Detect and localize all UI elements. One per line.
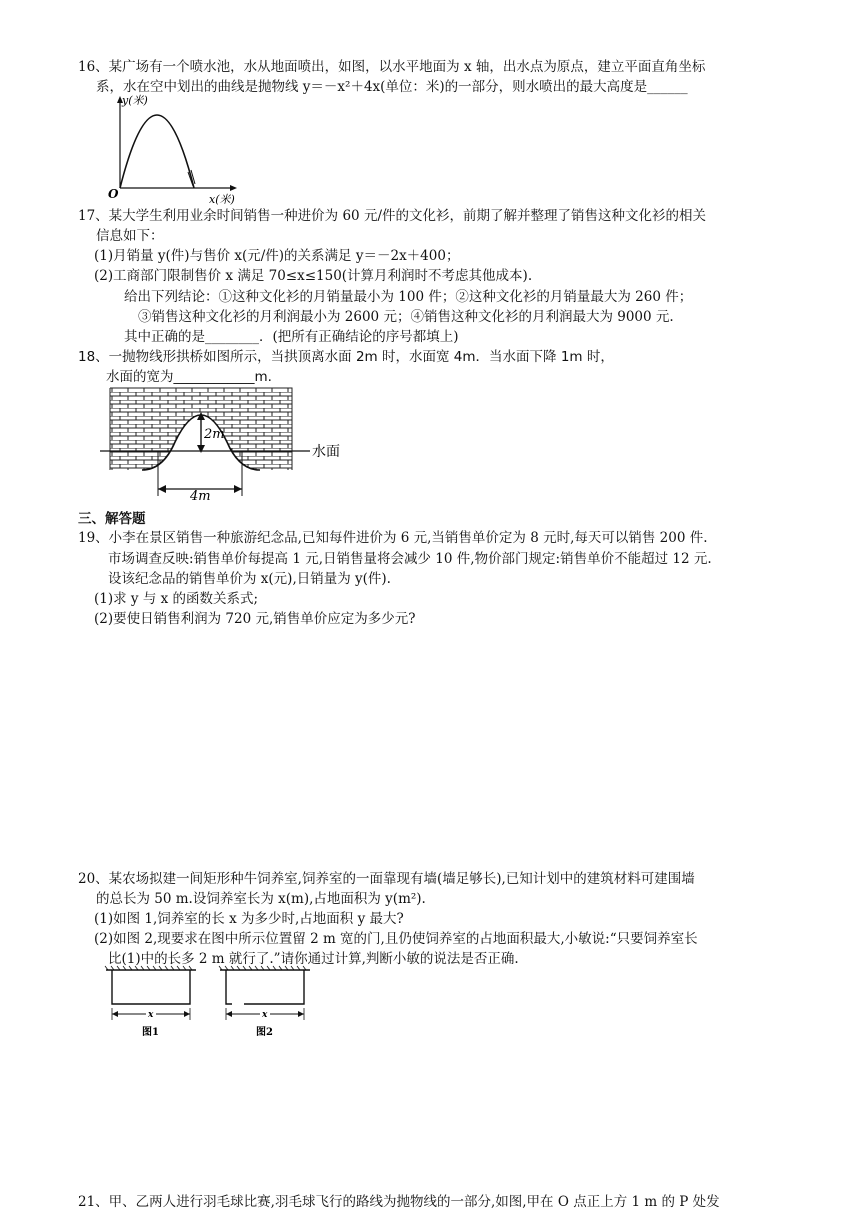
q17-line4: (2)工商部门限制售价 x 满足 70≤x≤150(计算月利润时不考虑其他成本). bbox=[94, 268, 533, 284]
q20-line3: (1)如图 1,饲养室的长 x 为多少时,占地面积 y 最大? bbox=[94, 911, 404, 927]
q20-figure-1 bbox=[104, 964, 204, 1040]
q17-line5: 给出下列结论：①这种文化衫的月销量最小为 100 件；②这种文化衫的月销量最大为 260 件； bbox=[124, 289, 693, 305]
q17-line3: (1)月销量 y(件)与售价 x(元/件)的关系满足 y＝－2x＋400； bbox=[94, 248, 460, 264]
q19-line3: 设该纪念品的销售单价为 x(元),日销量为 y(件). bbox=[108, 571, 391, 587]
q18-water-label: 水面 bbox=[312, 444, 340, 460]
q17-line6: ③销售这种文化衫的月利润最小为 2600 元；④销售这种文化衫的月利润最大为 9000 元. bbox=[138, 309, 674, 325]
q17-line1: 17、某大学生利用业余时间销售一种进价为 60 元/件的文化衫，前期了解并整理了销售这种文化衫的相关 bbox=[78, 208, 706, 224]
q16-x-axis-label: x(米) bbox=[209, 193, 235, 206]
q17-line7: 其中正确的是________．(把所有正确结论的序号都填上) bbox=[124, 329, 459, 345]
q16-y-axis-label: y(米) bbox=[122, 94, 148, 107]
q21-line1: 21、甲、乙两人进行羽毛球比赛,羽毛球飞行的路线为抛物线的一部分,如图,甲在 O 点正上方 1 m 的 P 处发 bbox=[78, 1194, 720, 1210]
q16-line2: 系，水在空中划出的曲线是抛物线 y＝－x²＋4x(单位：米)的一部分，则水喷出的最大高度是______ bbox=[96, 79, 688, 95]
q17-line2: 信息如下： bbox=[96, 228, 164, 244]
q20-figure-2 bbox=[218, 964, 318, 1040]
q19-line5: (2)要使日销售利润为 720 元,销售单价应定为多少元? bbox=[94, 611, 416, 627]
q20-line1: 20、某农场拟建一间矩形种牛饲养室,饲养室的一面靠现有墙(墙足够长),已知计划中的建筑材料可建围墙 bbox=[78, 871, 695, 887]
q18-width-label: 4m bbox=[190, 489, 211, 504]
q20-fig2-caption: 图2 bbox=[256, 1027, 273, 1038]
q18-height-label: 2m bbox=[204, 427, 225, 442]
q20-line5: 比(1)中的长多 2 m 就行了.”请你通过计算,判断小敏的说法是否正确. bbox=[108, 951, 519, 967]
q18-arch-bridge-figure bbox=[100, 384, 360, 504]
q18-line2: 水面的宽为____________m. bbox=[106, 369, 272, 385]
q20-fig2-x-label: x bbox=[262, 1010, 268, 1020]
q16-origin-label: O bbox=[108, 187, 119, 201]
q20-fig1-x-label: x bbox=[148, 1010, 154, 1020]
q16-fountain-figure bbox=[100, 94, 240, 204]
q19-line4: (1)求 y 与 x 的函数关系式; bbox=[94, 591, 259, 607]
q16-line1: 16、某广场有一个喷水池，水从地面喷出，如图，以水平地面为 x 轴，出水点为原点，建立平面直角坐标 bbox=[78, 59, 706, 75]
section-3-heading: 三、解答题 bbox=[78, 511, 146, 527]
q19-line2: 市场调查反映:销售单价每提高 1 元,日销售量将会减少 10 件,物价部门规定:销售单价不能超过 12 元. bbox=[108, 551, 712, 567]
q20-line4: (2)如图 2,现要求在图中所示位置留 2 m 宽的门,且仍使饲养室的占地面积最大,小敏说:“只要饲养室长 bbox=[94, 931, 698, 947]
q18-line1: 18、一抛物线形拱桥如图所示，当拱顶离水面 2m 时，水面宽 4m．当水面下降 1m 时， bbox=[78, 349, 614, 365]
q20-line2: 的总长为 50 m.设饲养室长为 x(m),占地面积为 y(m²). bbox=[96, 891, 426, 907]
q20-fig1-caption: 图1 bbox=[142, 1027, 159, 1038]
q19-line1: 19、小李在景区销售一种旅游纪念品,已知每件进价为 6 元,当销售单价定为 8 元时,每天可以销售 200 件. bbox=[78, 530, 708, 546]
